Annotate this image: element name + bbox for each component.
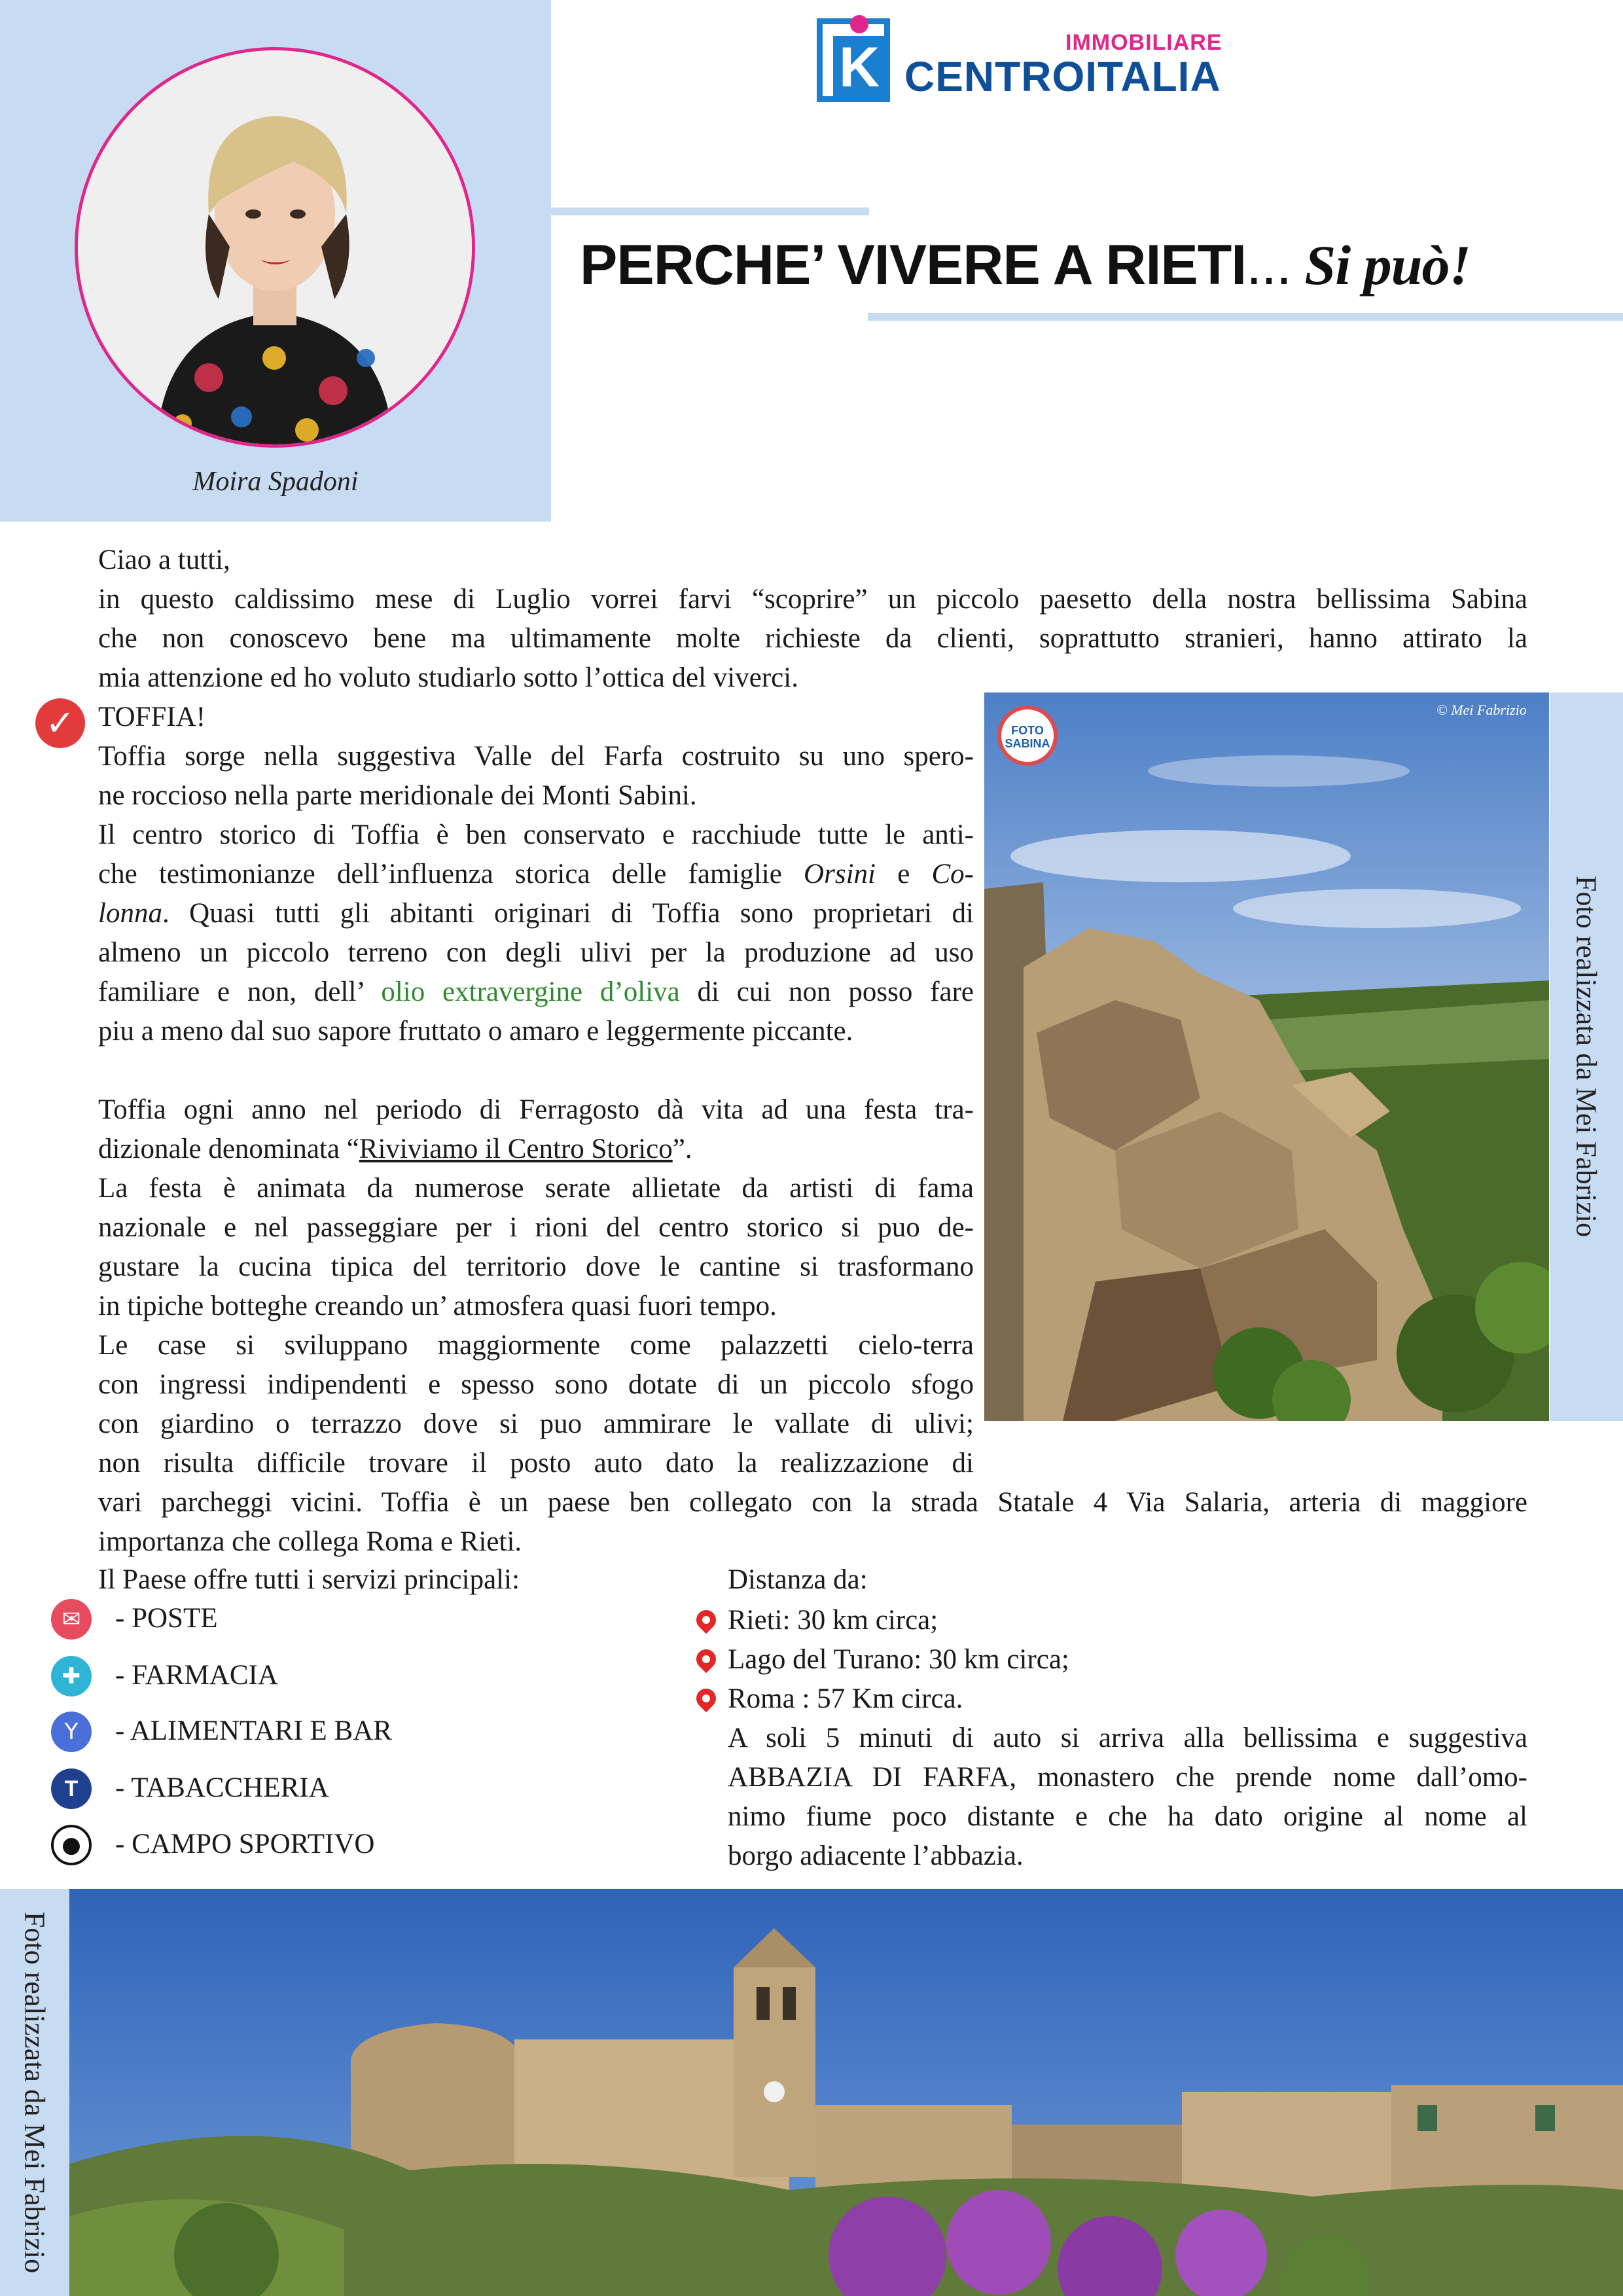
distance-label: Roma : 57 Km circa. <box>728 1683 963 1714</box>
text-run: ”. <box>672 1134 692 1164</box>
toffia-p4-line: La festa è animata da numerose serate allietate da artisti di fama <box>98 1173 974 1204</box>
text-run: familiare e non, dell’ <box>98 977 382 1007</box>
services-heading: Il Paese offre tutti i servizi principali: <box>98 1564 520 1595</box>
distances-heading: Distanza da: <box>728 1564 868 1595</box>
service-label: - FARMACIA <box>115 1660 278 1691</box>
toffia-p5-line: con ingressi indipendenti e spesso sono dotate di un piccolo sfogo <box>98 1369 974 1400</box>
page-title <box>580 232 1471 298</box>
panorama-illustration <box>69 1889 1623 2296</box>
service-label: - CAMPO SPORTIVO <box>115 1829 375 1859</box>
greeting: Ciao a tutti, <box>98 545 230 575</box>
text-run: dizionale denominata “ <box>98 1134 359 1164</box>
abbey-paragraph <box>728 1719 1527 1876</box>
checkmark-icon: ✓ <box>35 698 85 748</box>
abbey-line: ABBAZIA DI FARFA, monastero che prende nome dall’omo- <box>728 1762 1527 1793</box>
toffia-heading: TOFFIA! <box>98 702 206 732</box>
toffia-p2-line <box>98 894 974 933</box>
toffia-p5-line: con giardino o terrazzo dove si puo ammirare le vallate di ulivi; <box>98 1408 974 1439</box>
tobacco-icon: T <box>51 1768 92 1809</box>
header-rule-top <box>551 207 869 215</box>
distance-label: Lago del Turano: 30 km circa; <box>728 1644 1069 1675</box>
intro-line: mia attenzione ed ho voluto studiarlo sotto l’ottica del viverci. <box>98 662 798 693</box>
toffia-p1-line: ne roccioso nella parte meridionale dei Monti Sabini. <box>98 780 697 811</box>
location-pin-icon <box>692 1645 720 1673</box>
mail-icon: ✉ <box>51 1599 92 1640</box>
toffia-p2-line: Il centro storico di Toffia è ben conservato e racchiude tutte le anti- <box>98 819 974 850</box>
toffia-column <box>98 698 974 1483</box>
family-colonna: Co- <box>931 859 974 889</box>
olive-oil-link[interactable]: olio extravergine d’oliva <box>381 977 680 1007</box>
pharmacy-icon: ✚ <box>51 1656 92 1696</box>
toffia-p5-line: Le case si sviluppano maggiormente come palazzetti cielo-terra <box>98 1330 974 1361</box>
text-run: . Quasi tutti gli abitanti originari di Toffia sono proprietari di <box>162 898 974 929</box>
family-colonna: lonna <box>98 898 162 929</box>
event-name: Riviviamo il Centro Storico <box>359 1134 673 1164</box>
paragraph-spacer <box>98 1051 974 1090</box>
service-label: - ALIMENTARI E BAR <box>115 1715 392 1746</box>
company-logo[interactable] <box>817 14 1222 106</box>
location-pin-icon <box>692 1685 720 1712</box>
toffia-p4-line: nazionale e nel passeggiare per i rioni del centro storico si puo de- <box>98 1212 974 1243</box>
toffia-p4-line: in tipiche botteghe creando un’ atmosfera quasi fuori tempo. <box>98 1291 777 1321</box>
abbey-line: borgo adiacente l’abbazia. <box>728 1840 1024 1871</box>
toffia-p5-line: non risulta difficile trovare il posto auto dato la realizzazione di <box>98 1448 974 1479</box>
toffia-p3-line <box>98 1130 974 1169</box>
logo-subtitle: IMMOBILIARE <box>1065 30 1222 55</box>
badge-line: FOTO <box>1011 724 1044 737</box>
toffia-continuation <box>98 1483 1527 1562</box>
title-tagline: Si può! <box>1291 234 1471 296</box>
service-label: - POSTE <box>115 1603 218 1634</box>
location-pin-icon <box>692 1606 720 1634</box>
intro-line: che non conoscevo bene ma ultimamente molte richieste da clienti, soprattutto stranieri, hanno attirato la <box>98 623 1527 654</box>
intro-line: in questo caldissimo mese di Luglio vorrei farvi “scoprire” un piccolo paesetto della nostra bellissima Sabina <box>98 584 1527 615</box>
text-run: di cui non posso fare <box>679 977 974 1007</box>
village-illustration <box>984 692 1549 1421</box>
soccer-ball-icon: ● <box>51 1825 92 1865</box>
photo-credit: © Mei Fabrizio <box>1436 702 1527 718</box>
photo-caption: Foto realizzata da Mei Fabrizio <box>1570 875 1603 1238</box>
toffia-p2-line: almeno un piccolo terreno con degli ulivi per la produzione ad uso <box>98 937 974 968</box>
toffia-p1-line: Toffia sorge nella suggestiva Valle del Farfa costruito su uno spero- <box>98 741 974 772</box>
toffia-village-photo <box>984 692 1549 1421</box>
cocktail-icon: Y <box>51 1712 92 1752</box>
distance-label: Rieti: 30 km circa; <box>728 1605 938 1636</box>
toffia-p2-line: piu a meno dal suo sapore fruttato o amaro e leggermente piccante. <box>98 1016 853 1047</box>
toffia-p3-line: Toffia ogni anno nel periodo di Ferragosto dà vita ad una festa tra- <box>98 1094 974 1125</box>
title-ellipsis: ... <box>1246 234 1291 296</box>
toffia-panorama-photo <box>69 1889 1623 2296</box>
family-orsini: Orsini <box>804 859 876 889</box>
intro-block <box>98 541 1527 698</box>
header-rule-bottom <box>868 313 1623 321</box>
author-portrait <box>78 50 472 444</box>
logo-title: CENTROITALIA <box>904 53 1221 100</box>
badge-line: SABINA <box>1005 737 1050 750</box>
text-run: e <box>875 859 932 889</box>
abbey-line: nimo fiume poco distante e che ha dato origine al nome al <box>728 1801 1527 1832</box>
service-label: - TABACCHERIA <box>115 1772 329 1803</box>
logo-mark-icon <box>817 18 890 102</box>
toffia-p2-line <box>98 973 974 1012</box>
toffia-p5-line: importanza che collega Roma e Rieti. <box>98 1526 522 1557</box>
author-name: Moira Spadoni <box>192 467 359 497</box>
logo-letter: K <box>833 36 885 99</box>
toffia-p5-line: vari parcheggi vicini. Toffia è un paese ben collegato con la strada Statale 4 Via Salaria, arteria di maggiore <box>98 1487 1527 1518</box>
author-avatar <box>75 47 475 448</box>
toffia-p2-line <box>98 855 974 894</box>
logo-dot <box>850 15 868 33</box>
text-run: che testimonianze dell’influenza storica delle famiglie <box>98 859 804 889</box>
foto-sabina-logo <box>997 706 1058 766</box>
toffia-p4-line: gustare la cucina tipica del territorio dove le cantine si trasformano <box>98 1251 974 1282</box>
photo-caption: Foto realizzata da Mei Fabrizio <box>18 1911 51 2274</box>
abbey-line: A soli 5 minuti di auto si arriva alla bellissima e suggestiva <box>728 1723 1527 1753</box>
title-main: PERCHE’ VIVERE A RIETI <box>580 234 1247 296</box>
